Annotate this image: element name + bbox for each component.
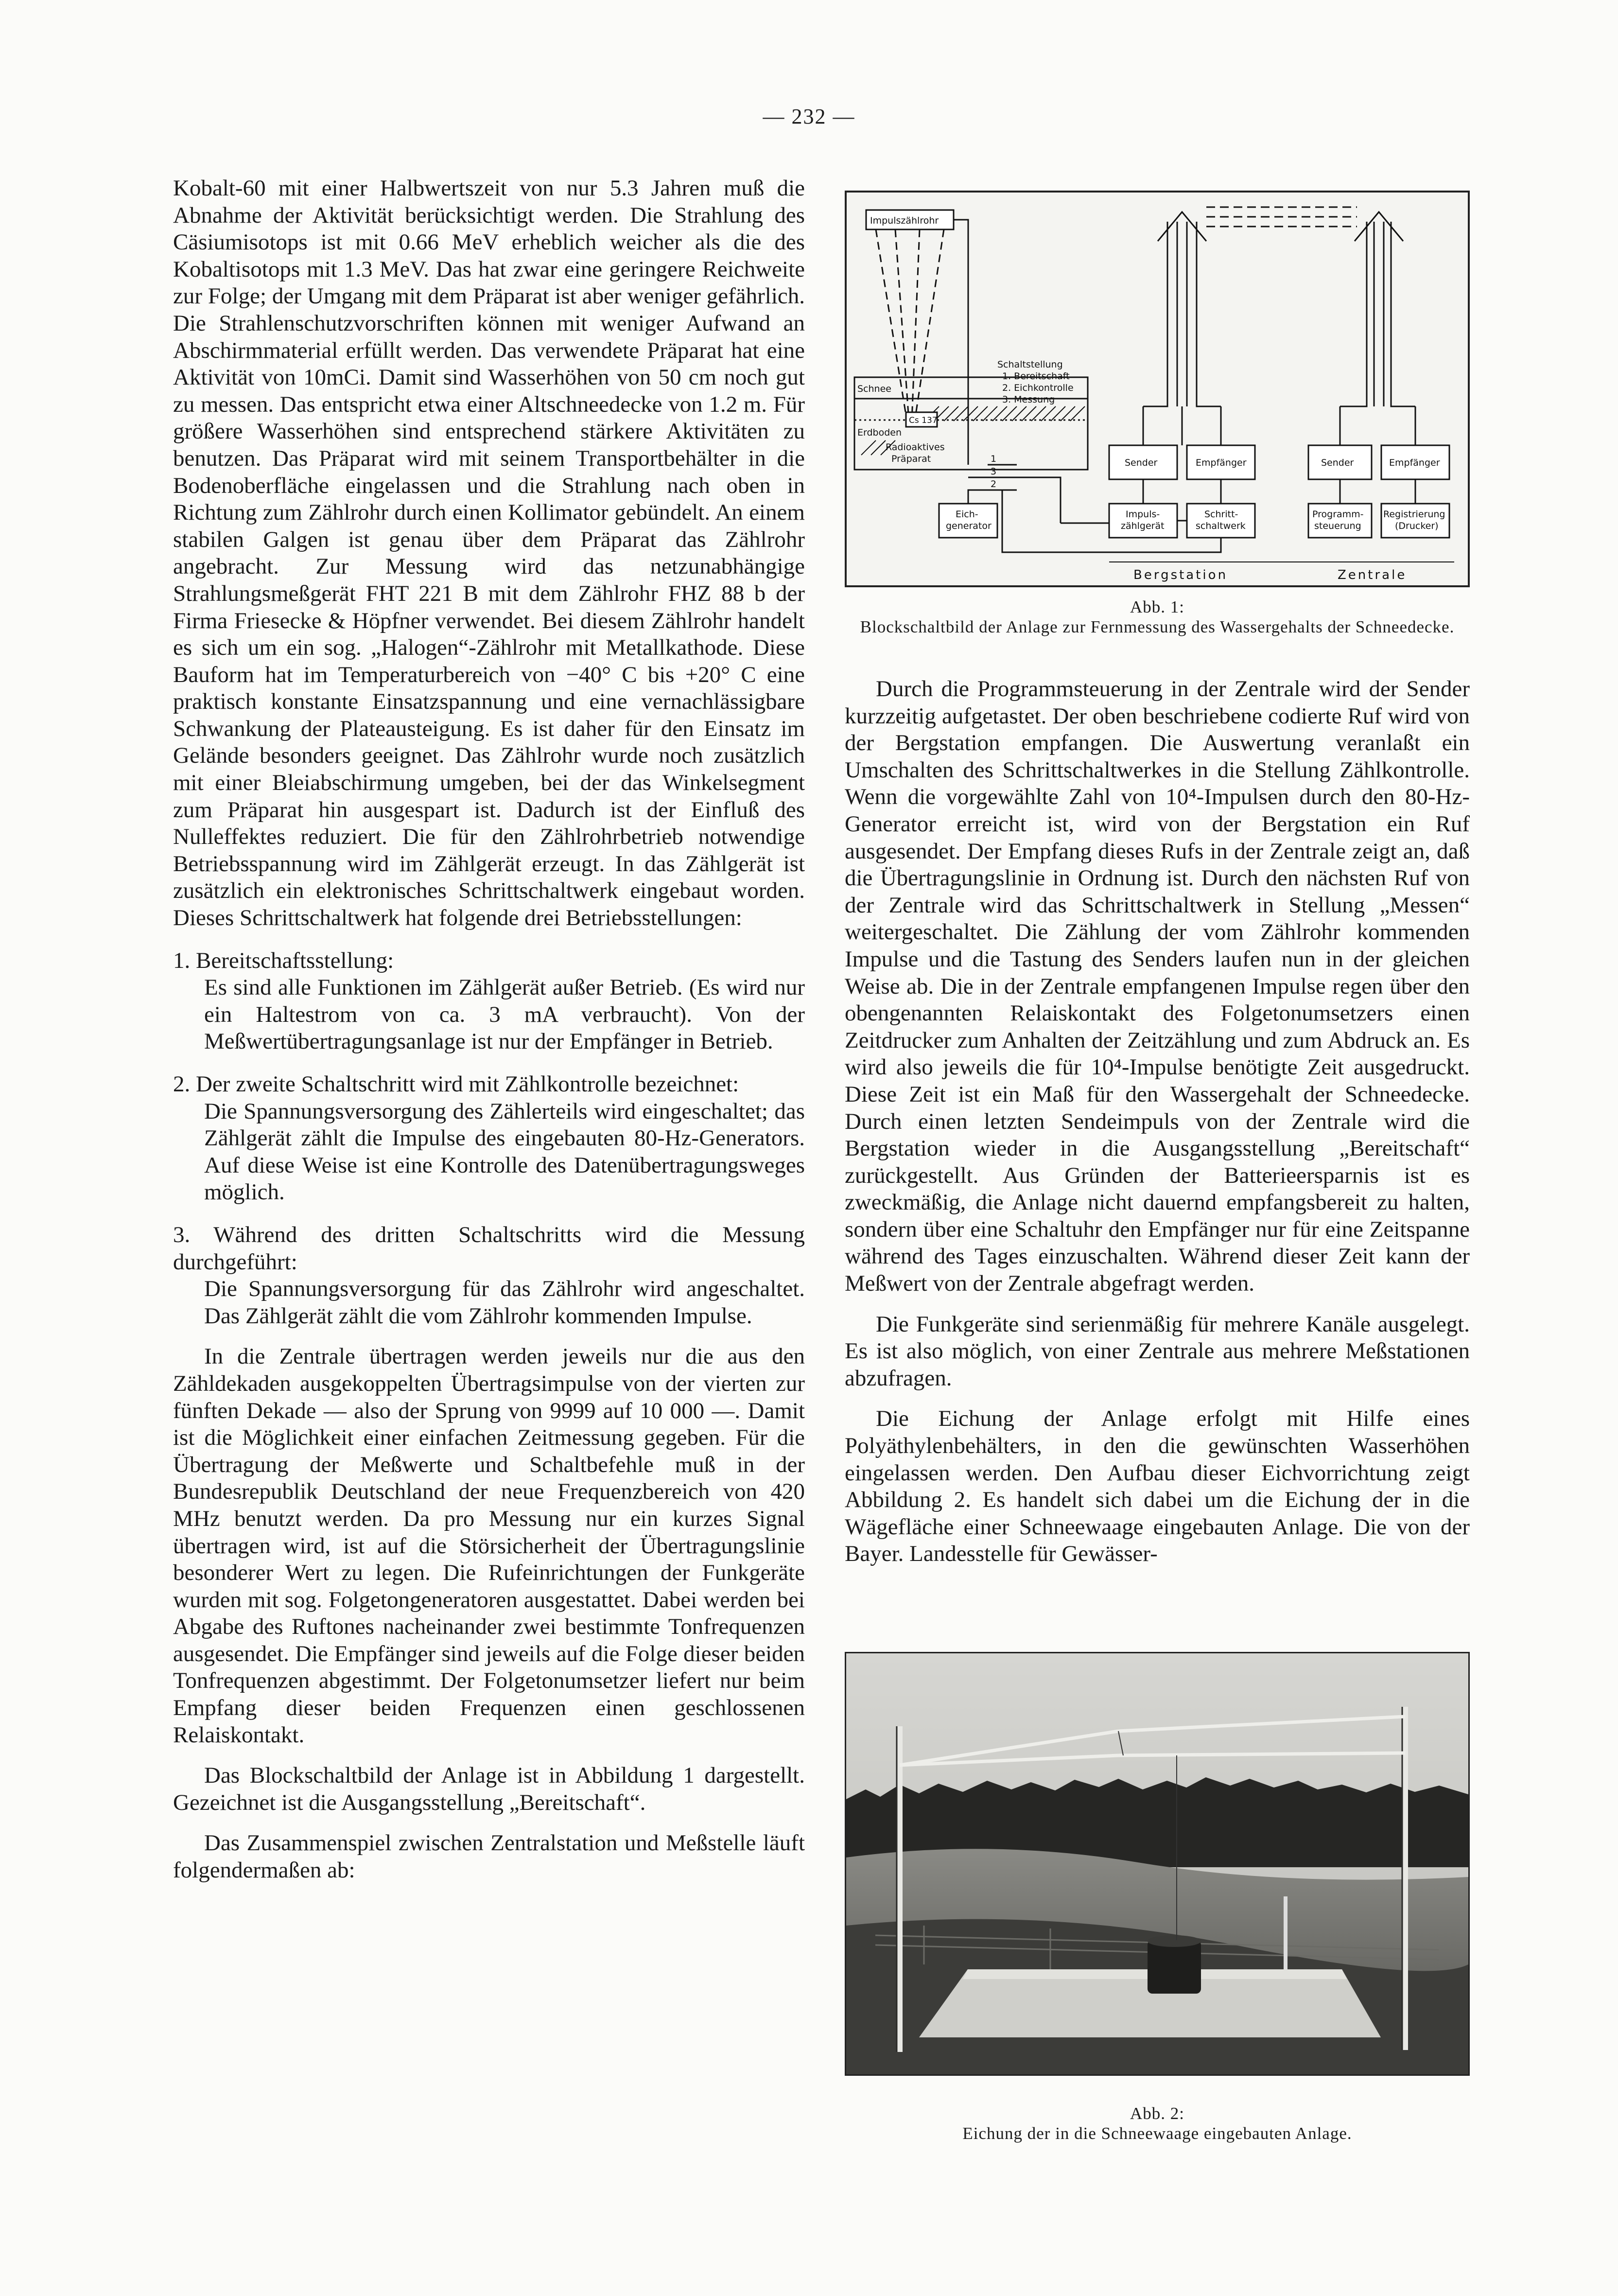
label-stellung-3: 3. Messung bbox=[1002, 394, 1055, 405]
right-paragraph-3: Die Eichung der Anlage erfolgt mit Hilfe eines Polyäthylenbehälters, in den die gewünschten Wasserhöhen eingelassen werden. Den Aufbau dieser Eichvorrichtung zeigt Abbildung 2. Es handelt sich dabei um die Eichung der in die Wägefläche einer Schneewaage eingebauten Anlage. Die von der Bayer. Landesstelle für Gewässer- bbox=[845, 1406, 1470, 1567]
left-column bbox=[173, 175, 805, 1884]
label-registrierung-line-1: Registrierung bbox=[1383, 509, 1445, 520]
left-paragraph-1: Kobalt-60 mit einer Halbwertszeit von nur 5.3 Jahren muß die Abnahme der Aktivität berücksichtigt werden. Die Strahlung des Cäsiumisotops ist mit 0.66 MeV erheblich weicher als die des Kobaltisotops mit 1.3 MeV. Das hat zwar eine geringere Reichweite zur Folge; der Umgang mit dem Präparat ist aber weniger gefährlich. Die Strahlenschutzvorschriften können mit weniger Aufwand an Abschirmmaterial erfüllt werden. Das verwendete Präparat hat eine Aktivität von 10mCi. Damit sind Wasserhöhen von 50 cm noch gut zu messen. Das entspricht etwa einer Altschneedecke von 1.2 m. Für größere Wasserhöhen sind entsprechend stärkere Aktivitäten zu benutzen. Das Präparat wird mit seinem Transportbehälter in die Bodenoberfläche eingelassen und die Strahlung nach oben in Richtung zum Zählrohr durch einen Kollimator gebündelt. An einem stabilen Galgen ist genau über dem Präparat das Zählrohr angebracht. Zur Messung wird das netzunabhängige Strahlungsmeßgerät FHT 221 B mit dem Zählrohr FHZ 88 b der Firma Friesecke & Höpfner verwendet. Bei diesem Zählrohr handelt es sich um ein sog. „Halogen“-Zählrohr mit Metallkathode. Diese Bauform hat im Temperaturbereich von −40° C bis +20° C eine praktisch konstante Einsatzspannung und eine vernachlässigbare Schwankung der Plateausteigung. Es ist daher für den Einsatz im Gelände besonders geeignet. Das Zählrohr wurde noch zusätzlich mit einer Bleiabschirmung umgeben, bei der das Winkelsegment zum Präparat hin ausgespart ist. Dadurch ist der Einfluß des Nulleffektes reduziert. Die für den Zählrohrbetrieb notwendige Betriebsspannung wird im Zählgerät erzeugt. In das Zählgerät ist zusätzlich ein elektronisches Schrittschaltwerk eingebaut worden. Dieses Schrittschaltwerk hat folgende drei Betriebsstellungen: bbox=[173, 175, 805, 931]
list-item-2-body: Die Spannungsversorgung des Zählerteils wird eingeschaltet; das Zählgerät zählt die Impulse des eingebauten 80-Hz-Generators. Auf diese Weise ist eine Kontrolle des Datenübertragungsweges möglich. bbox=[204, 1098, 805, 1205]
label-switch-3: 3 bbox=[991, 466, 997, 477]
label-erdboden: Erdboden bbox=[857, 427, 902, 438]
figure-2-caption bbox=[845, 2103, 1470, 2143]
label-bergstation: Bergstation bbox=[1133, 568, 1228, 582]
label-empfaenger-zentrale: Empfänger bbox=[1389, 457, 1440, 468]
figure-2-caption-title: Abb. 2: bbox=[1130, 2104, 1184, 2123]
left-paragraph-4: Das Zusammenspiel zwischen Zentralstation und Meßstelle läuft folgendermaßen ab: bbox=[173, 1830, 805, 1883]
left-paragraph-2: In die Zentrale übertragen werden jeweils nur die aus den Zähldekaden ausgekoppelten Übertragsimpulse von der vierten zur fünften Dekade — also der Sprung von 9999 auf 10 000 —. Damit ist die Möglichkeit einer einfachen Zeitmessung gegeben. Für die Übertragung der Meßwerte und Schaltbefehle muß in der Bundesrepublik Deutschland der neue Frequenzbereich von 420 MHz benutzt werden. Da pro Messung nur ein kurzes Signal übertragen wird, ist auf die Störsicherheit der Übertragungslinie besonderer Wert zu legen. Die Rufeinrichtungen der Funkgeräte wurden mit sog. Folgetongeneratoren ausgestattet. Dabei werden bei Abgabe des Ruftones nacheinander zwei bestimmte Tonfrequenzen ausgesendet. Die Empfänger sind jeweils auf die Folge dieser beiden Tonfrequenzen abgestimmt. Der Folgetonumsetzer liefert nur beim Empfang dieser beiden Frequenzen einen geschlossenen Relaiskontakt. bbox=[173, 1344, 805, 1748]
list-item-2-heading: 2. Der zweite Schaltschritt wird mit Zählkontrolle bezeichnet: bbox=[173, 1071, 739, 1097]
right-column bbox=[845, 676, 1470, 1568]
label-impulszaehlrohr: Impulszählrohr bbox=[870, 215, 939, 226]
figure-1-caption bbox=[845, 597, 1470, 637]
label-impulszaehlgeraet-line-2: zählgerät bbox=[1121, 521, 1165, 531]
label-sender-zentrale: Sender bbox=[1321, 457, 1354, 468]
label-schrittschaltwerk-line-2: schaltwerk bbox=[1196, 521, 1246, 531]
label-eichgenerator-line-1: Eich- bbox=[956, 509, 978, 520]
figure-1-block-diagram bbox=[845, 191, 1470, 587]
label-switch-1: 1 bbox=[991, 454, 997, 464]
right-paragraph-1: Durch die Programmsteuerung in der Zentrale wird der Sender kurzzeitig aufgetastet. Der oben beschriebene codierte Ruf wird von der Bergstation empfangen. Die Auswertung veranlaßt ein Umschalten des Schrittschaltwerkes in die Stellung Zählkontrolle. Wenn die vorgewählte Zahl von 10⁴-Impulsen durch den 80-Hz-Generator erreicht ist, wird von der Bergstation ein Ruf ausgesendet. Der Empfang dieses Rufs in der Zentrale zeigt an, daß die Übertragungslinie in Ordnung ist. Durch den nächsten Ruf von der Zentrale wird das Schrittschaltwerk in Stellung „Messen“ weitergeschaltet. Die Zählung der vom Zählrohr kommenden Impulse und die Tastung des Senders laufen nun in der gleichen Weise ab. Die in der Zentrale empfangenen Impulse regen über den obengenannten Relaiskontakt des Folgetonumsetzers einen Zeitdrucker zum Anhalten der Zeitzählung und zum Abdruck an. Es wird also jeweils die für 10⁴-Impulse benötigte Zeit ausgedruckt. Diese Zeit ist ein Maß für den Wassergehalt der Schneedecke. Durch einen letzten Sendeimpuls von der Zentrale wird die Bergstation wieder in die Ausgangsstellung „Bereitschaft“ zurückgestellt. Aus Gründen der Batterieersparnis ist es zweckmäßig, die Anlage nicht dauernd empfangsbereit zu halten, sondern über eine Schaltuhr den Empfänger nur für eine Zeitspanne während des Tages einzuschalten. Während dieser Zeit kann der Meßwert von der Zentrale abgefragt werden. bbox=[845, 676, 1470, 1297]
label-zentrale: Zentrale bbox=[1338, 568, 1407, 582]
label-registrierung-line-2: (Drucker) bbox=[1395, 521, 1439, 531]
label-praeparat-line-1: Radioaktives bbox=[886, 442, 945, 453]
list-item-1-heading: 1. Bereitschaftsstellung: bbox=[173, 947, 394, 973]
page-number: — 232 — bbox=[763, 105, 855, 128]
label-schrittschaltwerk-line-1: Schritt- bbox=[1204, 509, 1238, 520]
label-schaltstellung: Schaltstellung bbox=[997, 359, 1063, 370]
label-programmsteuerung-line-1: Programm- bbox=[1312, 509, 1364, 520]
label-schnee: Schnee bbox=[857, 384, 891, 394]
label-cs137: Cs 137 bbox=[909, 416, 938, 425]
label-stellung-1: 1. Bereitschaft bbox=[1002, 371, 1070, 382]
left-paragraph-3: Das Blockschaltbild der Anlage ist in Abbildung 1 dargestellt. Gezeichnet ist die Ausgangsstellung „Bereitschaft“. bbox=[173, 1763, 805, 1815]
label-switch-2: 2 bbox=[991, 479, 997, 490]
right-paragraph-2: Die Funkgeräte sind serienmäßig für mehrere Kanäle ausgelegt. Es ist also möglich, von einer Zentrale aus mehrere Meßstationen abzufragen. bbox=[845, 1311, 1470, 1391]
label-sender-berg: Sender bbox=[1125, 457, 1158, 468]
label-stellung-2: 2. Eichkontrolle bbox=[1002, 383, 1074, 393]
label-eichgenerator-line-2: generator bbox=[946, 521, 992, 531]
figure-1-caption-text: Blockschaltbild der Anlage zur Fernmessung des Wassergehalts der Schneedecke. bbox=[860, 617, 1455, 636]
figure-1-caption-title: Abb. 1: bbox=[1130, 597, 1184, 616]
label-impulszaehlgeraet-line-1: Impuls- bbox=[1126, 509, 1160, 520]
label-empfaenger-berg: Empfänger bbox=[1196, 457, 1247, 468]
label-programmsteuerung-line-2: steuerung bbox=[1314, 521, 1361, 531]
label-praeparat-line-2: Präparat bbox=[891, 454, 931, 464]
figure-2-photo bbox=[845, 1652, 1470, 2076]
list-item-3-body: Die Spannungsversorgung für das Zählrohr wird angeschaltet. Das Zählgerät zählt die vom Zählrohr kommenden Impulse. bbox=[204, 1276, 805, 1329]
figure-2-caption-text: Eichung der in die Schneewaage eingebauten Anlage. bbox=[962, 2124, 1352, 2143]
list-item-1-body: Es sind alle Funktionen im Zählgerät außer Betrieb. (Es wird nur ein Haltestrom von ca. 3 mA verbraucht). Von der Meßwertübertragungsanlage ist nur der Empfänger in Betrieb. bbox=[204, 975, 805, 1054]
list-item-3-heading: 3. Während des dritten Schaltschritts wird die Messung durchgeführt: bbox=[173, 1222, 805, 1275]
